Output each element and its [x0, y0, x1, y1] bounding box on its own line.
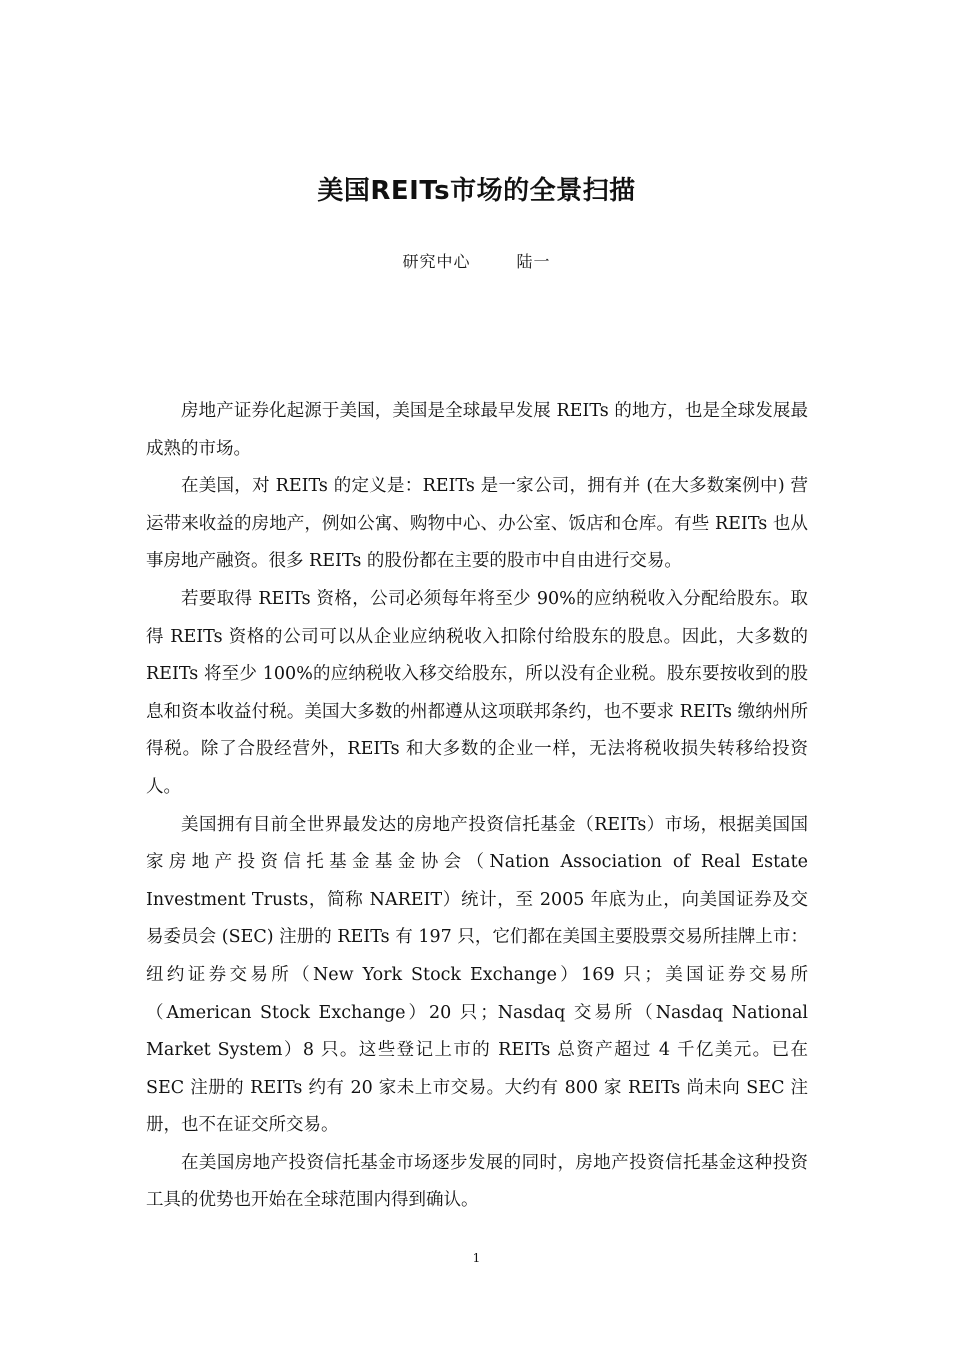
document-body — [146, 393, 808, 1220]
byline-author: 陆一 — [516, 252, 551, 271]
page-number: 1 — [472, 1251, 481, 1265]
document-title: 美国REITs市场的全景扫描 — [317, 176, 636, 206]
byline — [0, 249, 953, 272]
byline-department: 研究中心 — [402, 252, 471, 271]
paragraph-1: 房地产证券化起源于美国，美国是全球最早发展 REITs 的地方，也是全球发展最成熟的市场。 — [146, 401, 808, 459]
paragraph-2: 在美国，对 REITs 的定义是：REITs 是一家公司，拥有并 (在大多数案例中) 营运带来收益的房地产，例如公寓、购物中心、办公室、饭店和仓库。有些 REITs 也从事房地产融资。很多 REITs 的股份都在主要的股市中自由进行交易。 — [146, 476, 808, 572]
paragraph-5: 在美国房地产投资信托基金市场逐步发展的同时，房地产投资信托基金这种投资工具的优势也开始在全球范围内得到确认。 — [146, 1152, 808, 1211]
paragraph-4: 美国拥有目前全世界最发达的房地产投资信托基金（REITs）市场，根据美国国家房地产投资信托基金基金协会（Nation Association of Real Estate Investment Trusts，简称 NAREIT）统计，至 2005 年底为止，向美国证券及交易委员会 (SEC) 注册的 REITs 有 197 只，它们都在美国主要股票交易所挂牌上市：纽约证券交易所（New York Stock Exchange）169 只；美国证券交易所（American Stock Exchange）20 只；Nasdaq 交易所（Nasdaq National Market System）8 只。这些登记上市的 REITs 总资产超过 4 千亿美元。已在 SEC 注册的 REITs 约有 20 家未上市交易。大约有 800 家 REITs 尚未向 SEC 注册，也不在证交所交易。 — [146, 814, 808, 1136]
paragraph-3: 若要取得 REITs 资格，公司必须每年将至少 90%的应纳税收入分配给股东。取得 REITs 资格的公司可以从企业应纳税收入扣除付给股东的股息。因此，大多数的 REITs 将至少 100%的应纳税收入移交给股东，所以没有企业税。股东要按收到的股息和资本收益付税。美国大多数的州都遵从这项联邦条约，也不要求 REITs 缴纳州所得税。除了合股经营外，REITs 和大多数的企业一样，无法将税收损失转移给投资人。 — [146, 588, 808, 797]
